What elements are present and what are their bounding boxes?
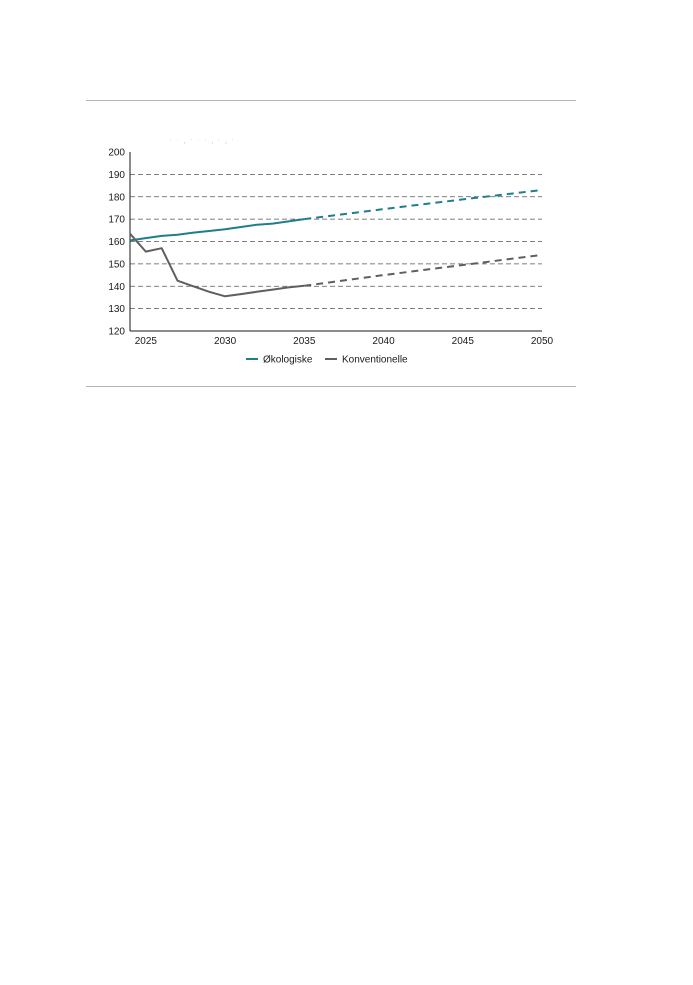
y-tick-label-120: 120 [108, 326, 125, 338]
y-tick-label-180: 180 [108, 192, 125, 204]
legend-label-2: Konventionelle [342, 354, 408, 366]
x-tick-label-2045: 2045 [451, 336, 474, 347]
legend-label-1: Økologiske [263, 354, 313, 366]
y-tick-label-160: 160 [108, 237, 125, 248]
x-tick-label-2025: 2025 [134, 336, 157, 347]
series-line-2-actual [130, 234, 304, 297]
series-line-1-actual [130, 219, 304, 240]
y-tick-label-130: 130 [108, 304, 125, 316]
series-line-1-projection [304, 190, 542, 219]
y-tick-label-170: 170 [108, 214, 125, 226]
chart-title-fragment: ˙ ˙ ‚ ˙ ˙ ˙ ‚ ˙ ‚ ˙ [170, 139, 236, 145]
x-tick-label-2040: 2040 [372, 336, 395, 347]
x-tick-label-2030: 2030 [213, 336, 237, 347]
y-tick-label-190: 190 [108, 169, 125, 181]
x-tick-label-2035: 2035 [293, 336, 316, 347]
y-tick-label-200: 200 [108, 147, 125, 159]
bottom-divider [86, 386, 576, 387]
y-tick-label-150: 150 [108, 259, 125, 271]
y-tick-label-140: 140 [108, 281, 125, 293]
series-line-2-projection [304, 255, 542, 286]
line-chart [0, 0, 693, 400]
x-tick-label-2050: 2050 [530, 336, 554, 347]
